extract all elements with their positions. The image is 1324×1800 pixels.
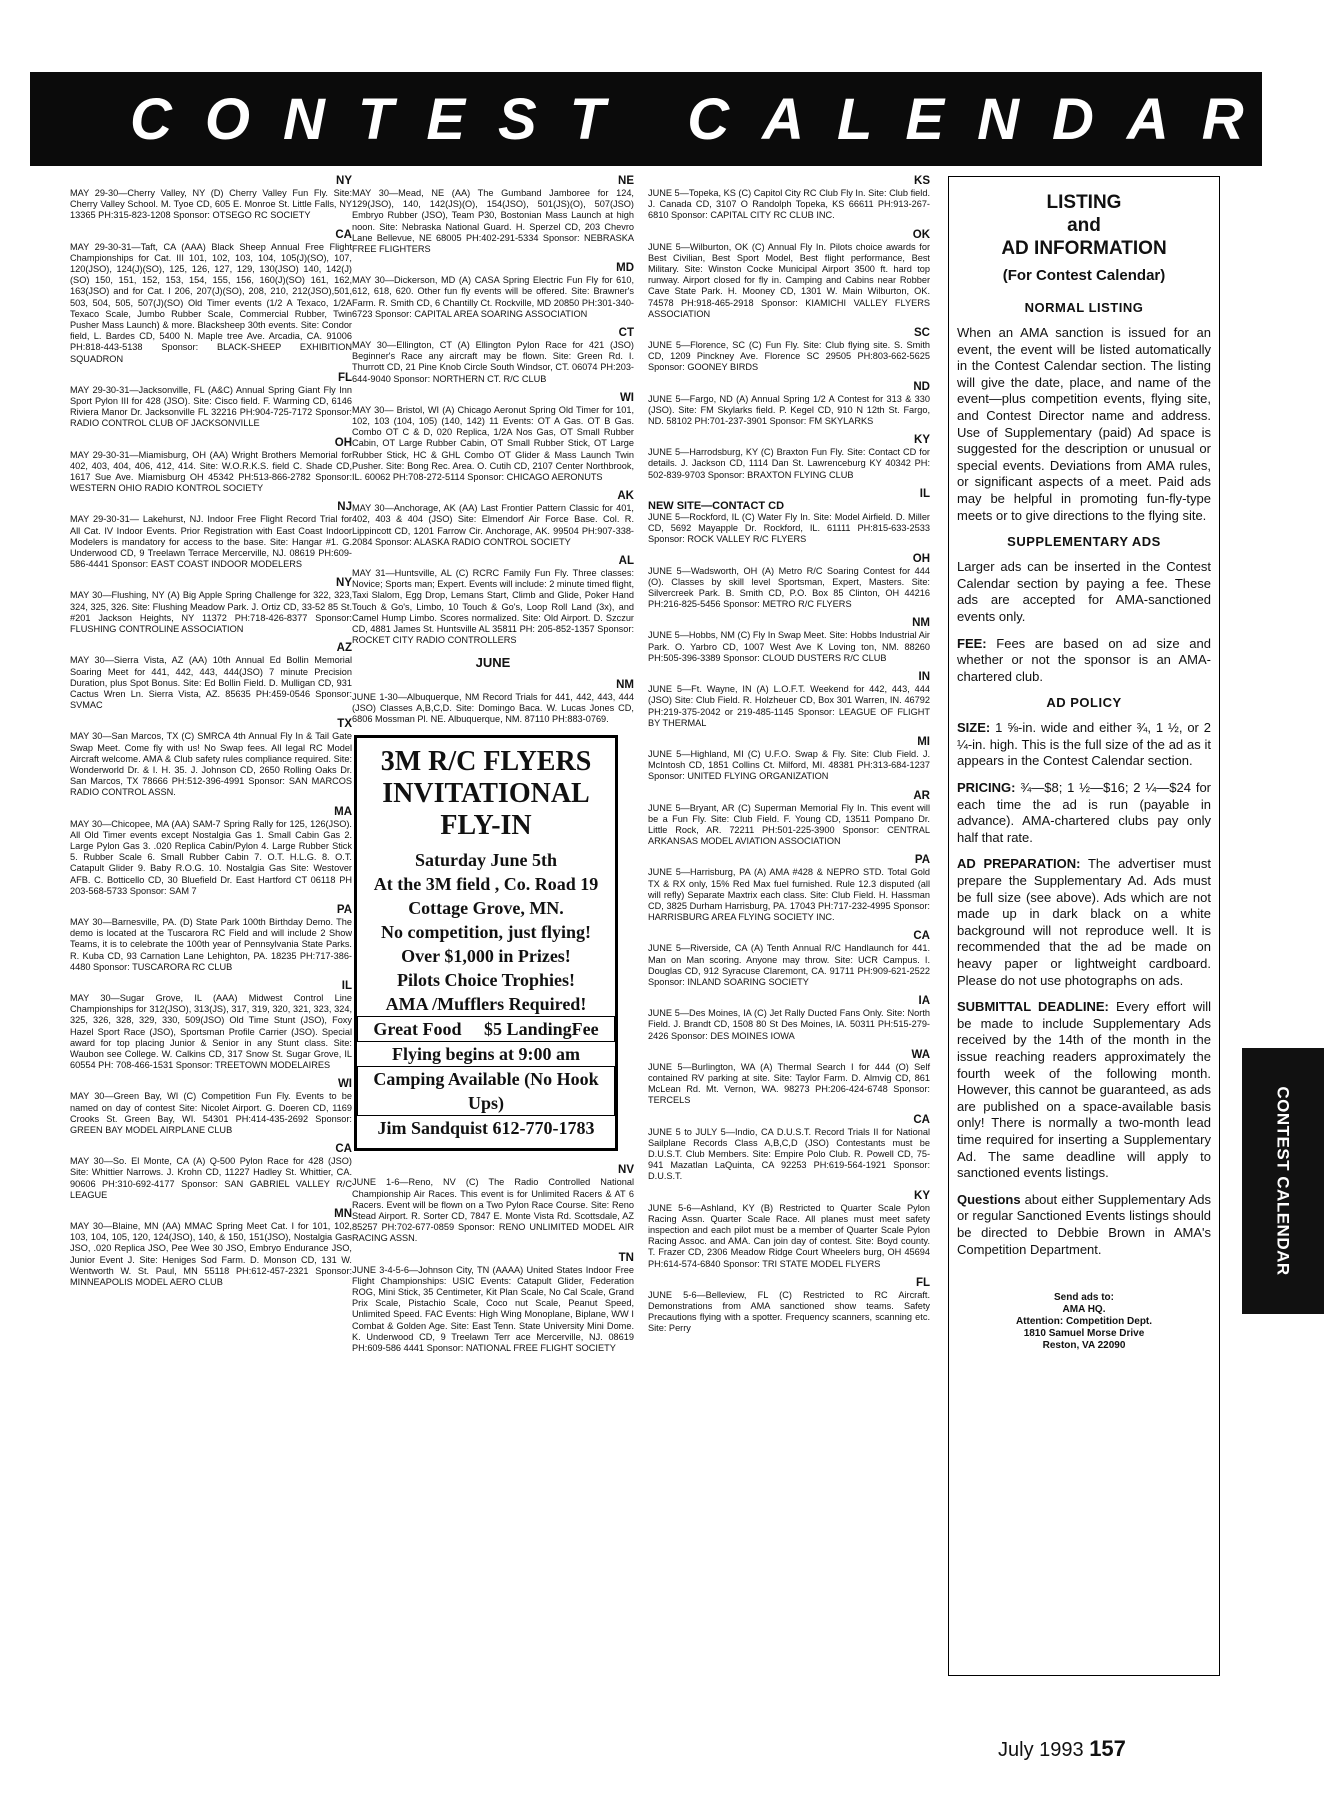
event-listing: JUNE 5—Harrodsburg, KY (C) Braxton Fun Fly. Site: Contact CD for details. J. Jackson CD, 1114 Dan St. Lawrenceburg KY 40342 PH: 502-839-9703 Sponsor: BRAXTON FLYING CLUB [648, 447, 930, 480]
prep-text: The advertiser must prepare the Supplementary Ad. Ads must be full size (see above). Ads which are not made up in dark black on a white background will not reproduce well. It is recommended that the ad be made on heavy paper or lightweight cardboard. Please do not use photographs on ads. [957, 856, 1212, 988]
event-listing: JUNE 5—Burlington, WA (A) Thermal Search I for 444 (O) Self contained RV parking at site. Site: Taylor Farm. D. Almvig CD, 861 McLean Rd. Mt. Vernon, WA. 98273 PH:206-424-6748 Sponsor: TERCELS [648, 1061, 930, 1106]
pricing-label: PRICING: [957, 780, 1016, 796]
event-listing: JUNE 5—Harrisburg, PA (A) AMA #428 & NEPRO STD. Total Gold TX & RX only, 15% Red Max fuel furnished. Rule 12.3 disputed (all will refly) Separate Maxtrix each class. Site: Club Field. H. Hassman CD, 3825 Durham Harrisburg, PA. 17043 PH:717-232-4995 Sponsor: HARRISBURG AREA FLYING SOCIETY INC. [648, 867, 930, 923]
state-code: PA [914, 854, 930, 867]
event-listing: JUNE 5—Ft. Wayne, IN (A) L.O.F.T. Weekend for 442, 443, 444 (JSO) Site: Club Field. R. Holzheuer CD, Box 301 Warren, IN. 46792 PH:219-375-2042 or 219-485-1145 Sponsor: LEAGUE OF FLIGHT BY THERMAL [648, 684, 930, 728]
state-code: IN [918, 671, 930, 684]
state-code: NY [336, 577, 352, 590]
state-code: PA [336, 903, 352, 916]
event-listing: JUNE 5-6—Belleview, FL (C) Restricted to RC Aircraft. Demonstrations from AMA sanctioned show teams. Safety Precautions flying with a spotter. Frequency scanners, scanning etc. Site: Perry [648, 1289, 930, 1334]
box-subtitle: (For Contest Calendar) [1002, 267, 1166, 284]
questions-text: about either Supplementary Ads or regular Sanctioned Events listings should be directed to Debbie Brown in AMA's Competition Department. [957, 1191, 1211, 1257]
state-code: TX [337, 718, 352, 731]
state-code: MN [334, 1208, 352, 1221]
fee-paragraph [957, 636, 1211, 686]
state-code: CT [618, 327, 634, 340]
page-number: 157 [1089, 1736, 1126, 1761]
state-code: MD [616, 262, 634, 275]
event-listing: MAY 30—Anchorage, AK (AA) Last Frontier Pattern Classic for 401, 402, 403 & 404 (JSO) Site: Elmendorf Air Force Base. Col. R. Lippincott CD, 1201 Farrow Cir. Anchorage, AK. 99504 PH:907-338-2084 Sponsor: ALASKA RADIO CONTROL SOCIETY [352, 503, 634, 547]
event-listing: JUNE 5—Topeka, KS (C) Capitol City RC Club Fly In. Site: Club field. J. Canada CD, 3107 O Randolph Topeka, KS 66611 PH:913-267-6810 Sponsor: CAPITAL CITY RC CLUB INC. [648, 188, 930, 221]
state-code: WI [619, 391, 634, 404]
event-listing: MAY 30— Bristol, WI (A) Chicago Aeronut Spring Old Timer for 101, 102, 103 (104, 105) (140, 142) 11 Events: OT A Gas. OT B Gas. Combo OT C & D, 020 Replica, 1/2A Nos Gas, OT Small Rubber Cabin, OT Large Rubber Cabin, OT Small Rubber Stick, OT Large Rubber Stick, HC & GHL Combo OT Glider & Mass Launch Twin Pusher. Site: Bong Rec. Area. O. Cutih CD, 2107 Center Northbrook, IL. 60062 PH:708-272-5114 Sponsor: CHICAGO AERONUTS [352, 404, 634, 483]
state-code: ND [913, 380, 930, 393]
event-listing: JUNE 5—Des Moines, IA (C) Jet Rally Ducted Fans Only. Site: North Field. J. Brandt CD, 1508 80 St Des Moines, IA. 50311 PH:515-279-2426 Sponsor: DES MOINES IOWA [648, 1008, 930, 1041]
event-listing: MAY 30—Flushing, NY (A) Big Apple Spring Challenge for 322, 323, 324, 325, 326. Site: Flushing Meadow Park. J. Ortiz CD, 33-52 85 St. #201 Jackson Heights, NY 11372 PH:718-426-8377 Sponsor: FLUSHING CONTROLINE ASSOCIATION [70, 590, 352, 635]
event-listing: MAY 29-30-31— Lakehurst, NJ. Indoor Free Flight Record Trial for All Cat. IV Indoor Events. Prior Registration with East Coast Indoor Modelers is mandatory for access to the base. Site: Hangar #1. G. Underwood CD, 9 Treelawn Terrace Mercerville, NJ. 08619 PH:609-586-4441 Sponsor: EAST COAST INDOOR MODELERS [70, 514, 352, 570]
event-listing: JUNE 5—Florence, SC (C) Fun Fly. Site: Club flying site. S. Smith CD, 1209 Pinckney Ave. Florence SC 29505 PH:803-662-5625 Sponsor: GOONEY BIRDS [648, 340, 930, 373]
size-label: SIZE: [957, 720, 991, 736]
state-code: NM [912, 617, 930, 630]
event-listing: JUNE 5—Fargo, ND (A) Annual Spring 1/2 A Contest for 313 & 330 (JSO). Site: FM Skylarks field. P. Kegel CD, 910 N 12th St. Fargo, ND. 58102 PH:701-237-3901 Sponsor: FM SKYLARKS [648, 393, 930, 427]
event-listing: MAY 30—Green Bay, WI (C) Competition Fun Fly. Events to be named on day of contest Site: Nicolet Airport. G. Doeren CD, 1169 Crooks St. Green Bay, WI. 54301 PH:414-435-2692 Sponsor: GREEN BAY MODEL AIRPLANE CLUB [70, 1091, 352, 1135]
page-footer [998, 1736, 1126, 1762]
state-code: SC [914, 327, 930, 340]
ad-location: Cottage Grove, MN. [408, 898, 564, 919]
state-code: AL [618, 555, 634, 568]
state-code: MI [917, 735, 930, 748]
prep-label: AD PREPARATION: [957, 856, 1081, 872]
event-listing: MAY 29-30—Cherry Valley, NY (D) Cherry Valley Fun Fly. Site: Cherry Valley School. M. Tyoe CD, 605 E. Monroe St. Little Falls, NY 13365 PH:315-823-1208 Sponsor: OTSEGO RC SOCIETY [70, 188, 352, 221]
month-heading: JUNE [475, 654, 511, 670]
ad-line: No competition, just flying! [381, 922, 591, 943]
send-line: Reston, VA 22090 [1042, 1340, 1126, 1352]
event-listing: JUNE 5—Wilburton, OK (C) Annual Fly In. Pilots choice awards for Best Civilian, Best Sport Model, Best flight performance, Best Military. Site: Winston Cocke Municipal Airport 3500 ft. hard top runway. Airport closed for fly in. Camping and Cabins near Robber Cave State Park. H. Mooney CD, 1301 W. Main Wilburton, OK. 74578 PH:918-465-2918 Sponsor: KIAMICHI VALLEY FLYERS ASSOCIATION [648, 241, 930, 319]
ad-start: Flying begins at 9:00 am [391, 1044, 580, 1065]
state-code: NJ [337, 501, 352, 514]
event-listing: MAY 30—San Marcos, TX (C) SMRCA 4th Annual Fly In & Tail Gate Swap Meet. Come fly with us! No Swap fees. All legal RC Model Aircraft welcome. AMA & Club safety rules compliance required. Site: Wonderworld Dr. & I. H. 35. J. Johnson CD, 2650 Rolling Oaks Dr. San Marcos, TX 78666 PH:512-396-4991 Sponsor: SAN MARCOS RADIO CONTROL ASSN. [70, 731, 352, 798]
state-code: CA [335, 228, 352, 241]
event-listing: MAY 30—Sugar Grove, IL (AAA) Midwest Control Line Championships for 312(JSO), 313(JS), 317, 319, 320, 321, 323, 324, 325, 326, 328, 329, 330, 509(JSO) Old Time Stunt (JSO), Foxy Hazel Sport Race (JSO), Sportsman Profile Carrier (JSO). Special award for top placing Junior & Senior in any Stunt class. Site: Waubon see College. W. Calkins CD, 317 Snow St. Sugar Grove, IL 60554 PH: 708-466-1531 Sponsor: TREETOWN MODELAIRES [70, 992, 352, 1071]
event-listing: MAY 30—Chicopee, MA (AA) SAM-7 Spring Rally for 125, 126(JSO). All Old Timer events except Nostalgia Gas 1. Small Cabin Gas 2. Large Pylon Gas 3. .020 Replica Cabin/Pylon 4. Large Rubber Stick 5. Rubber Scale 6. Small Rubber Cabin 7. O.T. H.L.G. 8. O.T. Catapult Glider 9. Baby R.O.G. 10. Nostalgia Gas Site: Westover AFB. C. Botticello CD, 30 Bluefield Dr. East Hartford CT 06118 PH 203-568-5733 Sponsor: SAM 7 [70, 818, 352, 896]
supplementary-heading: SUPPLEMENTARY ADS [1007, 534, 1161, 550]
ad-line: Over $1,000 in Prizes! [401, 946, 571, 967]
size-paragraph [957, 720, 1211, 770]
event-notice: NEW SITE—CONTACT CD [648, 499, 785, 512]
event-listing: JUNE 5—Highland, MI (C) U.F.O. Swap & Fly. Site: Club Field. J. McIntosh CD, 1851 Collins Ct. Milford, MI. 48381 PH:313-684-1237 Sponsor: UNITED FLYING ORGANIZATION [648, 748, 930, 782]
listing-ad-info-box [948, 176, 1220, 1676]
ad-food: Great Food $5 LandingFee [357, 1016, 615, 1042]
ad-date: Saturday June 5th [414, 850, 558, 871]
event-listing: MAY 29-30-31—Miamisburg, OH (AA) Wright Brothers Memorial for 402, 403, 404, 406, 412, 414. Site: W.O.R.K.S. field C. Shade CD, 1617 Sue Ave. Miamisburg OH 45342 PH:513-866-2782 Sponsor: WESTERN OHIO RADIO KONTROL SOCIETY [70, 449, 352, 494]
state-code: CA [913, 1113, 930, 1126]
ad-contact: Jim Sandquist 612-770-1783 [377, 1118, 595, 1139]
ad-title-line: INVITATIONAL [382, 778, 590, 810]
event-listing: JUNE 5—Hobbs, NM (C) Fly In Swap Meet. Site: Hobbs Industrial Air Park. O. Yarbro CD, 1007 West Ave K Loving ton, NM. 88260 PH:505-396-3389 Sponsor: CLOUD DUSTERS R/C CLUB [648, 630, 930, 663]
state-code: AZ [336, 642, 352, 655]
event-listing: MAY 29-30-31—Jacksonville, FL (A&C) Annual Spring Giant Fly Inn Sport Pylon III for 428 (JSO). Site: Cisco field. F. Warming CD, 6146 Riviera Manor Dr. Jacksonville FL 32216 PH:904-725-7172 Sponsor: RADIO CONTROL CLUB OF JACKSONVILLE [70, 384, 352, 429]
section-side-tab [1242, 1048, 1324, 1314]
event-listing: MAY 29-30-31—Taft, CA (AAA) Black Sheep Annual Free Flight Championships for Cat. III 101, 102, 103, 104, 105(J)(SO), 107, 120(JSO), 124(J)(SO), 125, 126, 127, 129, 130(JSO) 140, 142(J)(SO) 150, 151, 152, 153, 154, 155, 156, 160(J)(SO) 161, 162, 163(JSO) and for Cat. I 206, 207(J)(SO), 208, 210, 212(JSO),501, 503, 504, 505, 507(J)(SO) Old Timer events (1/2 A Texaco, 1/2A Texaco Scale, Jumbo Rubber Scale, Commercial Rubber, Twin Pusher Mass Launch) & more. Blacksheep 30th events. Site: Condor field, L. Bardes CD, 5400 N. Maple tree Ave. Arcadia, CA. 91006 PH:818-443-5138 Sponsor: BLACK-SHEEP EXHIBITION SQUADRON [70, 241, 352, 364]
state-code: NE [618, 175, 634, 187]
calendar-column-2 [352, 168, 634, 1354]
fee-text: Fees are based on ad size and whether or not the sponsor is an AMA-chartered club. [957, 635, 1211, 684]
ad-camping: Camping Available (No Hook Ups) [357, 1066, 615, 1116]
event-listing: MAY 31—Huntsville, AL (C) RCRC Family Fun Fly. Three classes: Novice; Sports man; Expert. Events will include: 2 minute timed flight, Taxi Slalom, Egg Drop, Lemans Start, Climb and Glide, Poker Hand Touch & Go's, Limbo, 10 Touch & Go's, Loop Roll Land (3x), and Camel Hump Limbo. Scores normalized. Site: Old Airport. D. Szczur CD, 4881 James St. Huntsville AL 35811 PH: 205-852-1357 Sponsor: ROCKET CITY RADIO CONTROLLERS [352, 568, 634, 646]
state-code: NV [618, 1164, 634, 1177]
state-code: WA [911, 1048, 930, 1061]
event-listing: JUNE 5—Riverside, CA (A) Tenth Annual R/C Handlaunch for 441. Man on Man scoring. Anyone may throw. Site: UCR Campus. I. Douglas CD, 912 Syracuse Claremont, CA. 91711 PH:909-621-2522 Sponsor: INLAND SOARING SOCIETY [648, 943, 930, 987]
prep-paragraph [957, 856, 1211, 989]
event-listing: MAY 30—Blaine, MN (AA) MMAC Spring Meet Cat. I for 101, 102, 103, 104, 105, 120, 124(JSO), 140, & 150, 151(JSO), Nostalgia Gas JSO, .020 Replica JSO, Pee Wee 30 JSO, Embryo Endurance JSO, Junior Event J. Site: Heniges Sod Farm. D. Monson CD, 131 W. Wentworth W. St. Paul, MN 55118 PH:612-457-2321 Sponsor: MINNEAPOLIS MODEL AERO CLUB [70, 1221, 352, 1288]
event-listing: JUNE 5—Bryant, AR (C) Superman Memorial Fly In. This event will be a Fun Fly. Site: Club Field. F. Young CD, 13511 Pompano Dr. Little Rock, AR. 72211 PH:501-225-3900 Sponsor: CENTRAL ARKANSAS MODEL AVIATION ASSOCIATION [648, 802, 930, 847]
state-code: IL [919, 487, 930, 500]
send-heading: Send ads to: [1053, 1292, 1114, 1304]
event-listing: JUNE 1-30—Albuquerque, NM Record Trials for 441, 442, 443, 444 (JSO) Classes A,B,C,D. Site: Domingo Baca. W. Lucas Jones CD, 6806 Mossman Pl. NE. Albuquerque, NM. 87110 PH:883-0769. [352, 691, 634, 725]
event-listing: MAY 30—Dickerson, MD (A) CASA Spring Electric Fun Fly for 610, 612, 618, 620. Other fun fly events will be offered. Site: Brawner's Farm. R. Smith CD, 6 Chantilly Ct. Rockville, MD 20850 PH:301-340-6723 Sponsor: CAPITAL AREA SOARING ASSOCIATION [352, 275, 634, 319]
side-tab-label: CONTEST CALENDAR [1274, 1086, 1293, 1276]
questions-paragraph [957, 1192, 1211, 1258]
event-listing: JUNE 5 to JULY 5—Indio, CA D.U.S.T. Record Trials II for National Sailplane Records Class A,B,C,D (JSO) Contestants must be D.U.S.T. Club Members. Site: Empire Polo Club. R. Powell CD, 75-941 Mazatlan LaQuinta, CA 92253 PH:619-564-1921 Sponsor: D.U.S.T. [648, 1126, 930, 1182]
deadline-label: SUBMITTAL DEADLINE: [957, 999, 1109, 1015]
ad-title-line: FLY-IN [440, 810, 532, 842]
state-code: IL [341, 979, 352, 992]
state-code: MA [334, 805, 352, 818]
state-code: WI [337, 1078, 352, 1091]
issue-date: July 1993 [998, 1739, 1084, 1761]
event-listing: MAY 30—So. El Monte, CA (A) Q-500 Pylon Race for 428 (JSO) Site: Whittier Narrows. J. Krohn CD, 11227 Hadley St. Whittier, CA. 90606 PH:310-692-4177 Sponsor: SAN GABRIEL VALLEY R/C LEAGUE [70, 1156, 352, 1200]
state-code: CA [913, 930, 930, 943]
normal-listing-text: When an AMA sanction is issued for an event, the event will be listed automatically in the Contest Calendar section. The listing will give the date, place, and name of the event—plus competition events, flying site, and Contest Director name and address. Use of Supplementary (paid) Ad space is suggested for the description or unusual or special events. Deviations from AMA rules, or significant aspects of a meet. Paid ads may be helpful in promoting fun-fly-type meets or to give directions to the flying site. [957, 325, 1211, 523]
ad-line: AMA /Mufflers Required! [385, 994, 587, 1015]
pricing-paragraph [957, 780, 1211, 846]
state-code: FL [915, 1276, 930, 1289]
state-code: TN [618, 1251, 634, 1264]
event-listing: MAY 30—Mead, NE (AA) The Gumband Jamboree for 124, 129(JSO), 140, 142(JS)(O), 154(JSO), 501(JS)(O), 507(JSO) Embryo Rubber (JSO), Team P30, Bostonian Mass Launch at high noon. Site: Nebraska National Guard. H. Sperzel CD, 203 Chevro Lane Bellevue, NE 68005 PH:402-291-5334 Sponsor: NEBRASKA FREE FLIGHTERS [352, 188, 634, 255]
event-listing: JUNE 5—Rockford, IL (C) Water Fly In. Site: Model Airfield. D. Miller CD, 5692 Mayapple Dr. Rockford, IL. 61111 PH:815-633-2533 Sponsor: ROCK VALLEY R/C FLYERS [648, 512, 930, 545]
ad-location: At the 3M field , Co. Road 19 [373, 874, 599, 895]
state-code: KY [914, 1189, 930, 1202]
event-listing: MAY 30—Ellington, CT (A) Ellington Pylon Race for 421 (JSO) Beginner's Race any aircraft may be flown. Site: Green Rd. I. Thurrott CD, 21 Pine Knob Circle South Windsor, CT. 06074 PH:203-644-9040 Sponsor: NORTHERN CT. R/C CLUB [352, 340, 634, 384]
size-text: 1 ⅝-in. wide and either ¾, 1 ½, or 2 ¼-in. high. This is the full size of the ad as it appears in the Contest Calendar section. [957, 720, 1211, 769]
state-code: NM [616, 678, 634, 691]
event-listing: JUNE 3-4-5-6—Johnson City, TN (AAAA) United States Indoor Free Flight Championships: USIC Events: Catapult Glider, Federation ROG, Mini Stick, 35 Centimeter, Kit Plan Scale, No Cal Scale, Grand Prix Scale, Pistachio Scale, Coco nut Scale, Peanut Speed, Unlimited Speed. FAC Events: High Wing Monoplane, Biplane, WW I Combat & Golden Age. Site: East Tenn. State University Mini Dome. K. Underwood CD, 9 Treelawn Terr ace Mercerville, NJ. 08619 PH:609-586 4441 Sponsor: NATIONAL FREE FLIGHT SOCIETY [352, 1264, 634, 1353]
box-title: AD INFORMATION [1001, 238, 1167, 259]
event-listing: JUNE 1-6—Reno, NV (C) The Radio Controlled National Championship Air Races. This event is for Unlimited Racers & AT 6 Racers. Event will be flown on a Two Pylon Race Course. Site: Reno Stead Airport. R. Sorter CD, 7847 E. Monte Vista Rd. Scottsdale, AZ 85257 PH:702-677-0859 Sponsor: RENO UNLIMITED MODEL AIR RACING ASSN. [352, 1177, 634, 1244]
state-code: FL [337, 371, 352, 384]
state-code: OH [912, 552, 930, 565]
state-code: OK [912, 228, 930, 241]
deadline-paragraph [957, 999, 1211, 1182]
state-code: KY [914, 434, 930, 447]
event-listing: JUNE 5—Wadsworth, OH (A) Metro R/C Soaring Contest for 444 (O). Classes by skill level Sportsman, Expert, Masters. Site: Silvercreek Park. B. Smith CD, P.O. Box 85 Clinton, OH 44216 PH:216-825-5456 Sponsor: METRO R/C FLYERS [648, 565, 930, 610]
contest-calendar-banner [30, 72, 1277, 166]
state-code: AR [913, 789, 930, 802]
box-title: LISTING [1046, 192, 1122, 213]
questions-label: Questions [957, 1191, 1021, 1207]
fee-label: FEE: [957, 635, 987, 651]
ad-policy-heading: AD POLICY [1046, 695, 1122, 711]
state-code: AK [617, 490, 634, 503]
box-title: and [1067, 215, 1101, 236]
state-code: NY [336, 175, 352, 187]
state-code: OH [334, 436, 352, 449]
deadline-text: Every effort will be made to include Supplementary Ads received by the 14th of the month in the issue reaching readers approximately the fourth week of the following month. However, this cannot be guaranteed, as ads are published on a space-available basis only! There is normally a two-month lead time required for inserting a Supplementary Ad. The same deadline will apply to sanctioned events listings. [957, 999, 1211, 1181]
ad-title-line: 3M R/C FLYERS [380, 746, 592, 778]
state-code: KS [914, 175, 930, 187]
normal-listing-heading: NORMAL LISTING [1024, 300, 1144, 315]
state-code: IA [918, 995, 930, 1008]
send-line: AMA HQ. [1062, 1304, 1106, 1316]
ad-line: Pilots Choice Trophies! [396, 970, 575, 991]
event-listing: JUNE 5-6—Ashland, KY (B) Restricted to Quarter Scale Pylon Racing Assn. Quarter Scale Race. All planes must meet safety inspection and each pilot must be a member of Quarter Scale Pylon Racing Assoc. and AMA. Can join day of contest. Site: Boyd county. T. Frazer CD, 2306 Meadow Ridge Court Wheelers burg, OH 45694 PH:614-574-6840 Sponsor: TRI STATE MODEL FLYERS [648, 1202, 930, 1269]
pricing-text: ¾—$8; 1 ½—$16; 2 ¼—$24 for each time the ad is run (payable in advance). AMA-chartered clubs pay only half that rate. [957, 780, 1211, 845]
calendar-column-1 [70, 168, 352, 1288]
send-ads-address [957, 1292, 1211, 1352]
event-listing: MAY 30—Sierra Vista, AZ (AA) 10th Annual Ed Bollin Memorial Soaring Meet for 441, 442, 443, 444(JSO) 7 minute Precision Duration, plus Spot Bonus. Site: Ed Bollin Field. D. Mulligan CD, 931 Cactus Wren Ln. Sierra Vista, AZ. 85635 PH:459-0546 Sponsor: SVMAC [70, 655, 352, 711]
banner-title: CONTEST CALENDAR [130, 86, 1277, 152]
supplementary-text: Larger ads can be inserted in the Contest Calendar section by paying a fee. These ads are accepted for AMA-sanctioned events only. [957, 559, 1211, 624]
3m-flyin-ad [354, 735, 618, 1151]
send-line: 1810 Samuel Morse Drive [1023, 1328, 1145, 1340]
state-code: CA [335, 1143, 352, 1156]
calendar-column-3 [648, 168, 930, 1335]
send-line: Attention: Competition Dept. [1015, 1316, 1153, 1328]
event-listing: MAY 30—Barnesville, PA. (D) State Park 100th Birthday Demo. The demo is located at the Tuscarora RC Field and will include 2 Show Teams, it is to celebrate the 100th year of Pennsylvania State Parks. R. Kuba CD, 93 Carnation Lane Lehighton, PA. 18235 PH:717-386-4480 Sponsor: TUSCARORA RC CLUB [70, 916, 352, 972]
